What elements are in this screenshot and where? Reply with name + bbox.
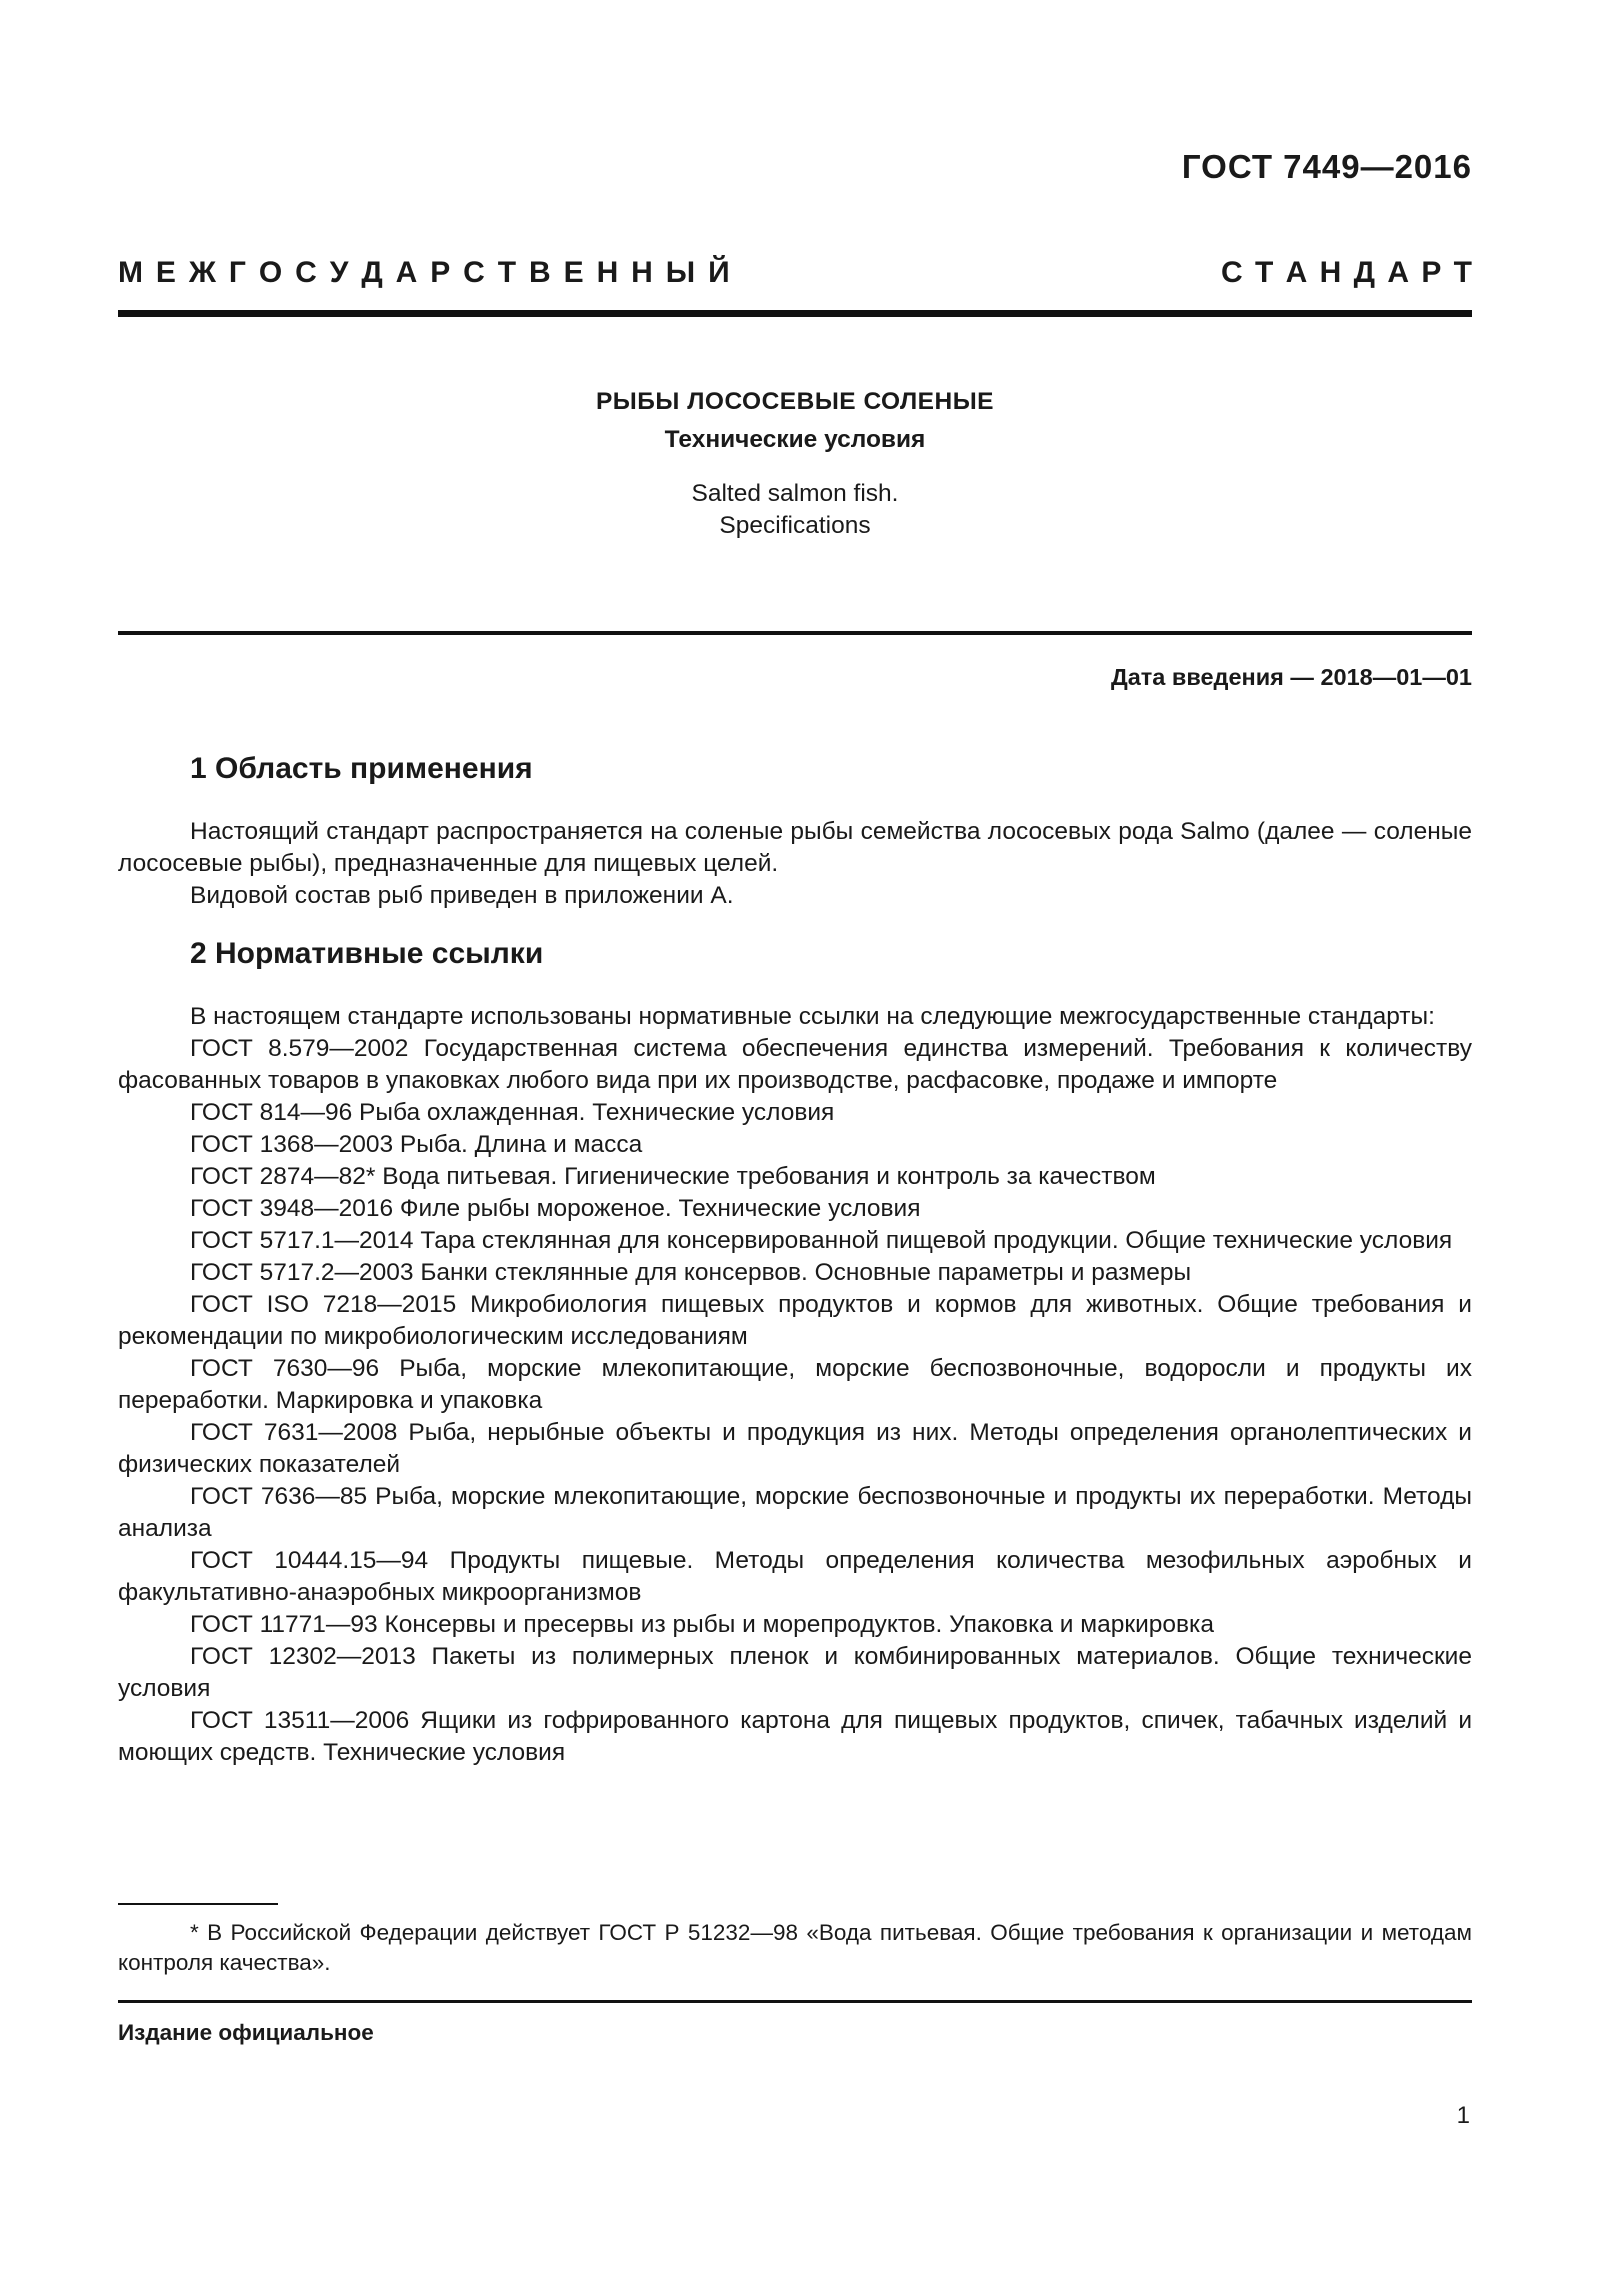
reference-item: ГОСТ 13511—2006 Ящики из гофрированного картона для пищевых продуктов, спичек, табачных изделий и моющих средств. Технические условия — [118, 1707, 1472, 1766]
section-1-heading: 1 Область применения — [190, 752, 533, 785]
introduction-date: Дата введения — 2018—01—01 — [1110, 664, 1472, 690]
title-english: Salted salmon fish. — [691, 480, 899, 507]
footnote-rule — [118, 1903, 278, 1905]
banner-rule — [118, 310, 1472, 317]
reference-item: ГОСТ 5717.1—2014 Тара стеклянная для консервированной пищевой продукции. Общие технические условия — [190, 1227, 1453, 1254]
section-1-paragraph: Настоящий стандарт распространяется на соленые рыбы семейства лососевых рода Salmo (далее — соленые лососевые рыбы), предназначенные для пищевых целей. — [118, 818, 1472, 877]
footnote-text: * В Российской Федерации действует ГОСТ Р 51232—98 «Вода питьевая. Общие требования к организации и методам контроля качества». — [118, 1920, 1472, 1975]
title-rule — [118, 631, 1472, 635]
reference-item: ГОСТ 3948—2016 Филе рыбы мороженое. Технические условия — [190, 1195, 921, 1222]
reference-item: ГОСТ ISO 7218—2015 Микробиология пищевых продуктов и кормов для животных. Общие требования и рекомендации по микробиологическим исследованиям — [118, 1291, 1472, 1350]
edition-label: Издание официальное — [118, 2020, 374, 2045]
standard-banner — [118, 256, 1472, 290]
footer-rule — [118, 2000, 1472, 2003]
section-2-heading: 2 Нормативные ссылки — [190, 937, 544, 970]
title-block — [118, 384, 1472, 542]
page-number: 1 — [1456, 2102, 1470, 2129]
reference-item: ГОСТ 7636—85 Рыба, морские млекопитающие, морские беспозвоночные и продукты их переработки. Методы анализа — [118, 1483, 1472, 1542]
reference-item: ГОСТ 5717.2—2003 Банки стеклянные для консервов. Основные параметры и размеры — [190, 1259, 1192, 1286]
banner-word-standard: С Т А Н Д А Р Т — [1220, 256, 1472, 289]
reference-item: ГОСТ 2874—82* Вода питьевая. Гигиенические требования и контроль за качеством — [190, 1163, 1156, 1190]
section-1-body — [118, 816, 1472, 912]
reference-item: ГОСТ 814—96 Рыба охлажденная. Технические условия — [190, 1099, 835, 1126]
reference-item: ГОСТ 7630—96 Рыба, морские млекопитающие, морские беспозвоночные, водоросли и продукты их переработки. Маркировка и упаковка — [118, 1355, 1472, 1414]
section-2-body — [118, 1001, 1472, 1769]
document-code: ГОСТ 7449—2016 — [1181, 148, 1472, 185]
reference-item: ГОСТ 10444.15—94 Продукты пищевые. Методы определения количества мезофильных аэробных и факультативно-анаэробных микроорганизмов — [118, 1547, 1472, 1606]
reference-item: ГОСТ 7631—2008 Рыба, нерыбные объекты и продукция из них. Методы определения органолептических и физических показателей — [118, 1419, 1472, 1478]
banner-word-interstate: М Е Ж Г О С У Д А Р С Т В Е Н Н Ы Й — [118, 256, 730, 289]
subtitle-russian: Технические условия — [664, 426, 926, 453]
section-2-intro: В настоящем стандарте использованы нормативные ссылки на следующие межгосударственные стандарты: — [190, 1003, 1435, 1030]
reference-item: ГОСТ 8.579—2002 Государственная система обеспечения единства измерений. Требования к количеству фасованных товаров в упаковках любого вида при их производстве, расфасовке, продаже и импорте — [118, 1035, 1472, 1094]
reference-item: ГОСТ 12302—2013 Пакеты из полимерных пленок и комбинированных материалов. Общие технические условия — [118, 1643, 1472, 1702]
section-1-paragraph: Видовой состав рыб приведен в приложении А. — [190, 882, 734, 909]
title-russian: РЫБЫ ЛОСОСЕВЫЕ СОЛЕНЫЕ — [595, 388, 995, 415]
footnote — [118, 1918, 1472, 1978]
reference-item: ГОСТ 11771—93 Консервы и пресервы из рыбы и морепродуктов. Упаковка и маркировка — [190, 1611, 1214, 1638]
reference-item: ГОСТ 1368—2003 Рыба. Длина и масса — [190, 1131, 643, 1158]
subtitle-english: Specifications — [719, 512, 871, 539]
